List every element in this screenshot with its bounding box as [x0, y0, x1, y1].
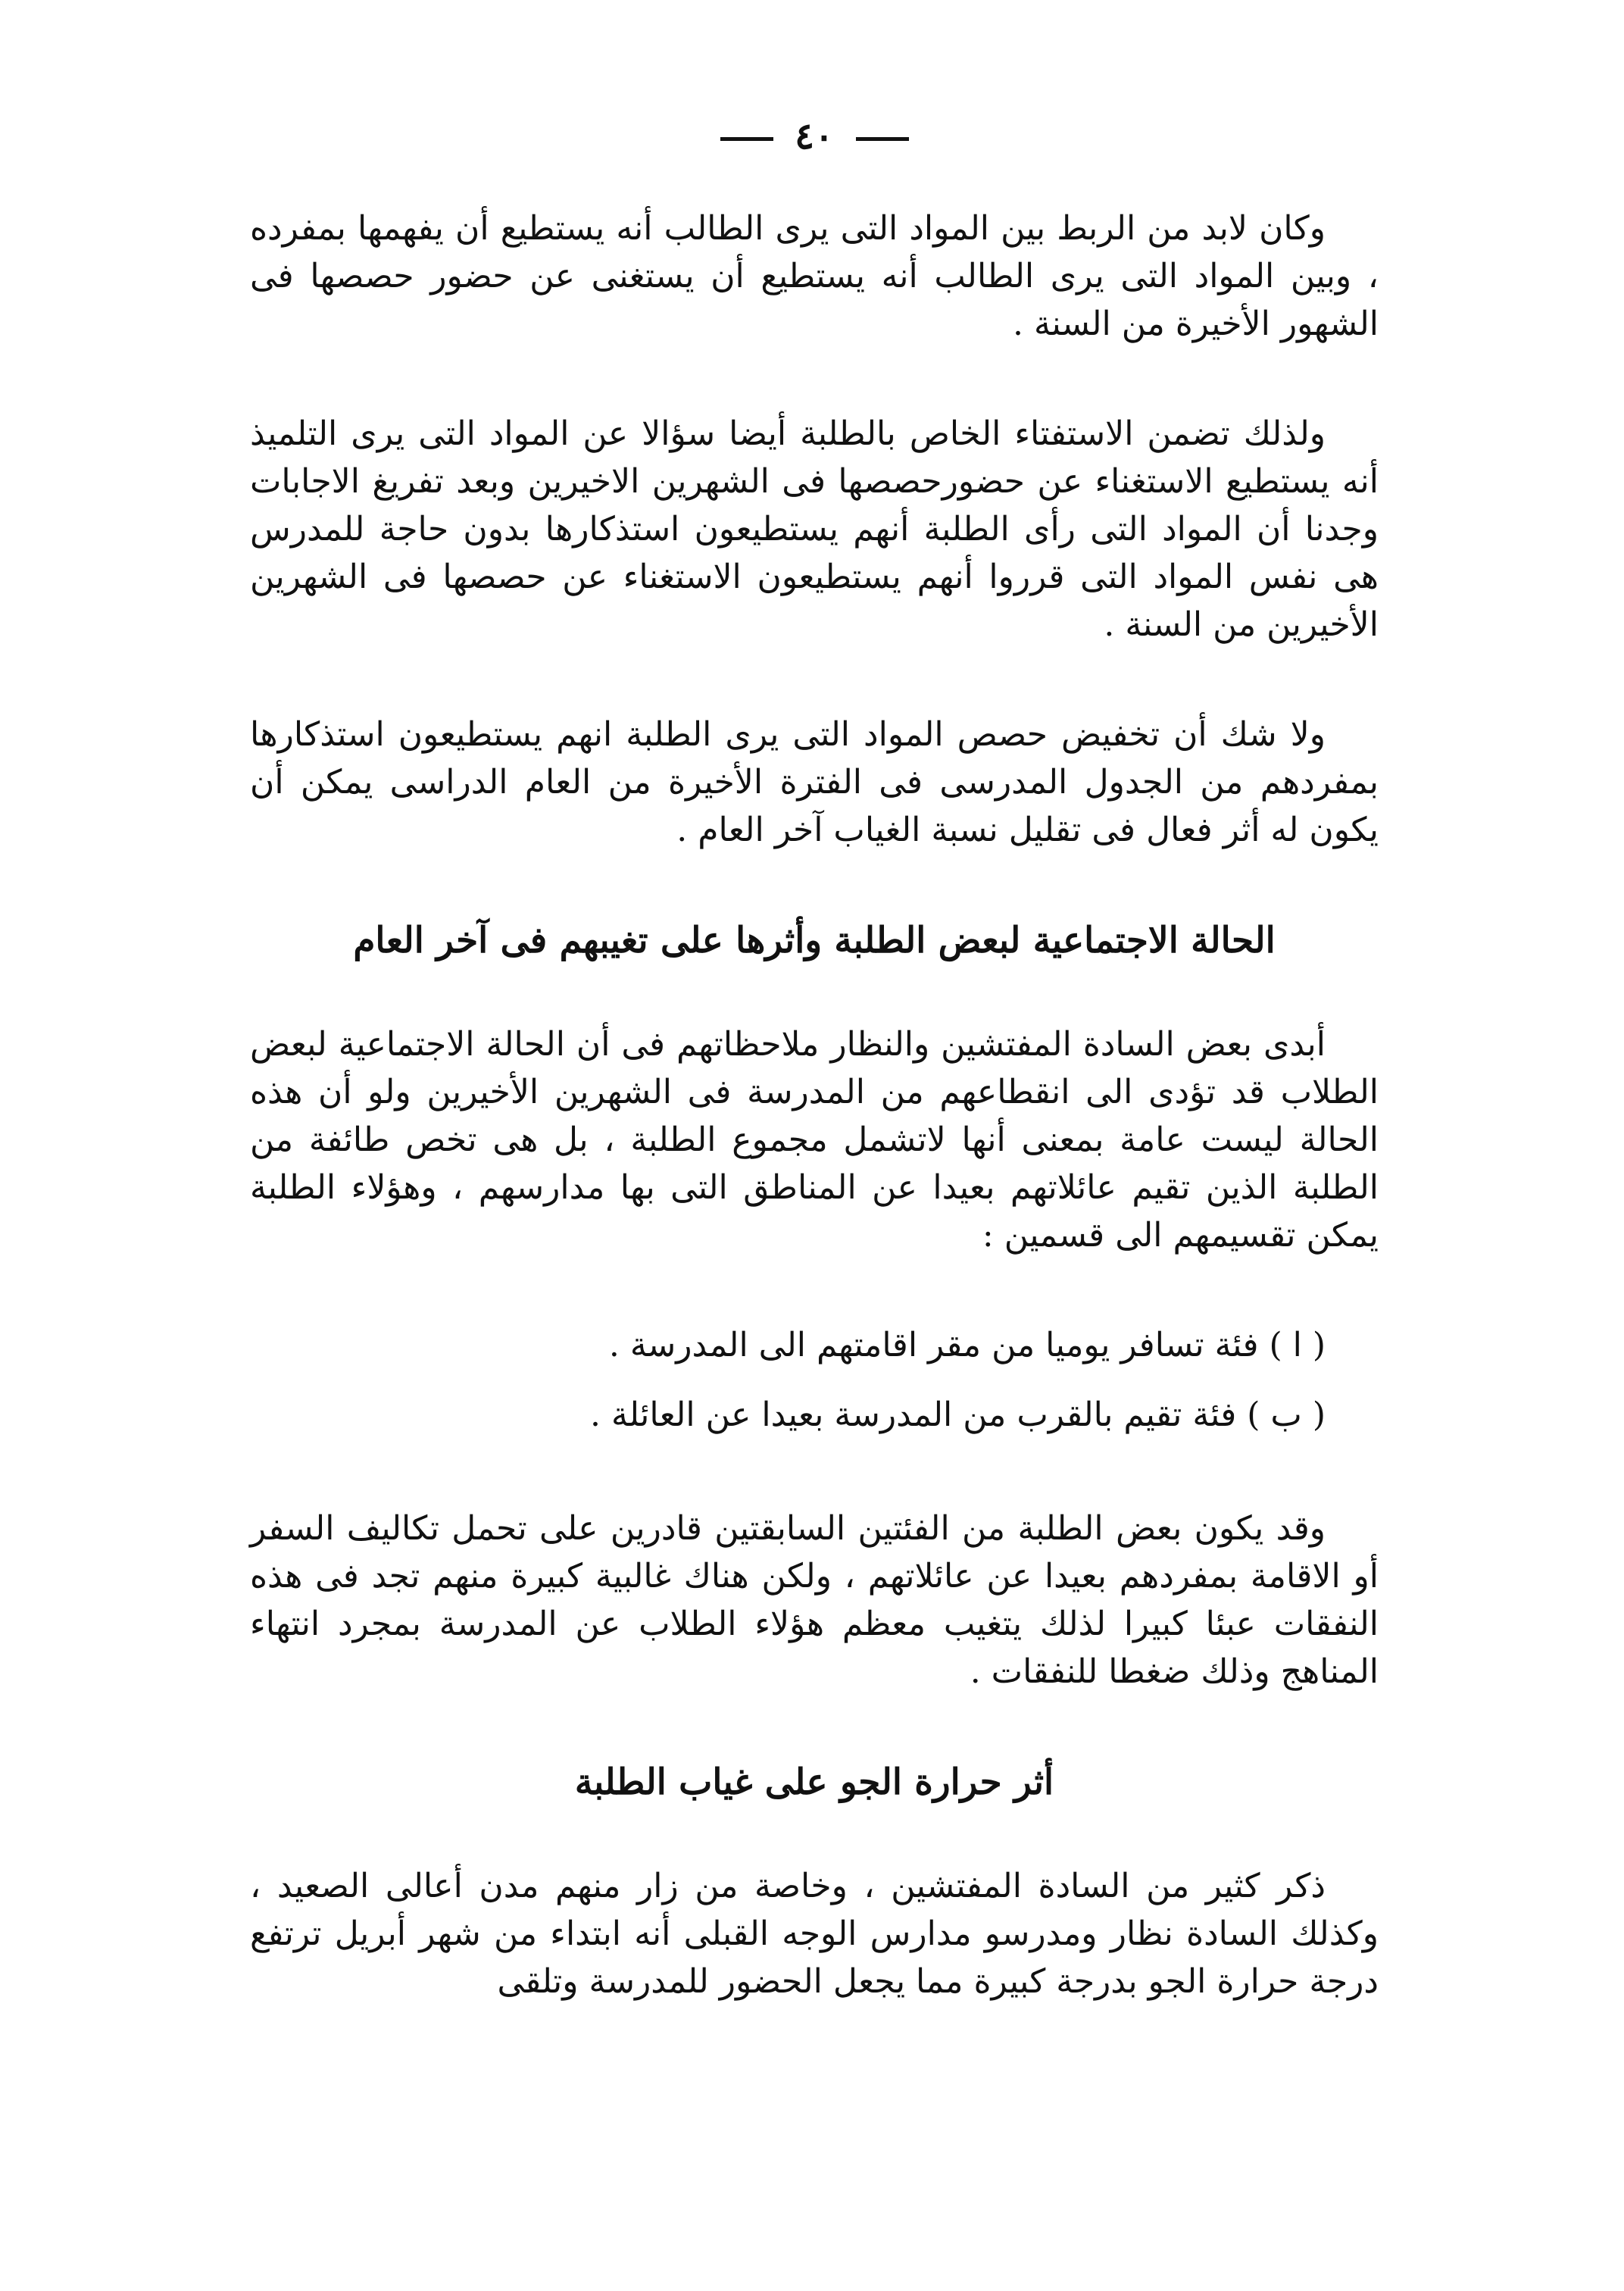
paragraph-linking-subjects: وكان لابد من الربط بين المواد التى يرى الطالب أنه يستطيع أن يفهمها بمفرده ، وبين المواد التى يرى الطالب أنه يستطيع أن يستغنى عن حضور حصصها فى الشهور الأخيرة من السنة .	[250, 209, 1379, 343]
paragraph-heat: ذكر كثير من السادة المفتشين ، وخاصة من زار منهم مدن أعالى الصعيد ، وكذلك السادة نظار ومدرسو مدارس الوجه القبلى أنه ابتداء من شهر أبريل ترتفع درجة حرارة الجو بدرجة كبيرة مما يجعل الحضور للمدرسة وتلقى	[250, 1867, 1379, 2001]
paragraph-survey-subjects: ولذلك تضمن الاستفتاء الخاص بالطلبة أيضا سؤالا عن المواد التى يرى التلميذ أنه يستطيع الاستغناء عن حضورحصصها فى الشهرين الاخيرين وبعد تفريغ الاجابات وجدنا أن المواد التى رأى الطلبة أنهم يستطيعون استذكارها بدون حاجة للمدرس هى نفس المواد التى قرروا أنهم يستطيعون الاستغناء عن حصصها فى الشهرين الأخيرين من السنة .	[250, 414, 1379, 644]
document-page	[250, 114, 1379, 2068]
section-heading-heat: أثر حرارة الجو على غياب الطلبة	[574, 1761, 1054, 1803]
section-heading-social-condition: الحالة الاجتماعية لبعض الطلبة وأثرها على تغيبهم فى آخر العام	[353, 920, 1276, 961]
student-categories-list	[250, 1321, 1379, 1439]
paragraph-reducing-classes: ولا شك أن تخفيض حصص المواد التى يرى الطلبة انهم يستطيعون استذكارها بمفردهم من الجدول المدرسى فى الفترة الأخيرة من العام الدراسى يمكن أن يكون له أثر فعال فى تقليل نسبة الغياب آخر العام .	[250, 715, 1379, 849]
page-number-dash-left	[720, 137, 773, 141]
page-number-text: ٤٠	[795, 115, 834, 158]
list-item-commuting: ( ا ) فئة تسافر يوميا من مقر اقامتهم الى المدرسة .	[608, 1326, 1326, 1364]
page-number-dash-right	[856, 137, 909, 141]
paragraph-social-condition: أبدى بعض السادة المفتشين والنظار ملاحظاتهم فى أن الحالة الاجتماعية لبعض الطلاب قد تؤدى الى انقطاعهم من المدرسة فى الشهرين الأخيرين ولو أن هذه الحالة ليست عامة بمعنى أنها لاتشمل مجموع الطلبة ، بل هى تخص طائفة من الطلبة الذين تقيم عائلاتهم بعيدا عن المناطق التى بها مدارسهم ، وهؤلاء الطلبة يمكن تقسيمهم الى قسمين :	[250, 1025, 1379, 1255]
page-number	[250, 114, 1379, 159]
list-item-residing-near-school: ( ب ) فئة تقيم بالقرب من المدرسة بعيدا عن العائلة .	[590, 1396, 1326, 1434]
paragraph-costs: وقد يكون بعض الطلبة من الفئتين السابقتين قادرين على تحمل تكاليف السفر أو الاقامة بمفردهم بعيدا عن عائلاتهم ، ولكن هناك غالبية كبيرة منهم تجد فى هذه النفقات عبئا كبيرا لذلك يتغيب معظم هؤلاء الطلاب عن المدرسة بمجرد انتهاء المناهج وذلك ضغطا للنفقات .	[250, 1509, 1379, 1691]
